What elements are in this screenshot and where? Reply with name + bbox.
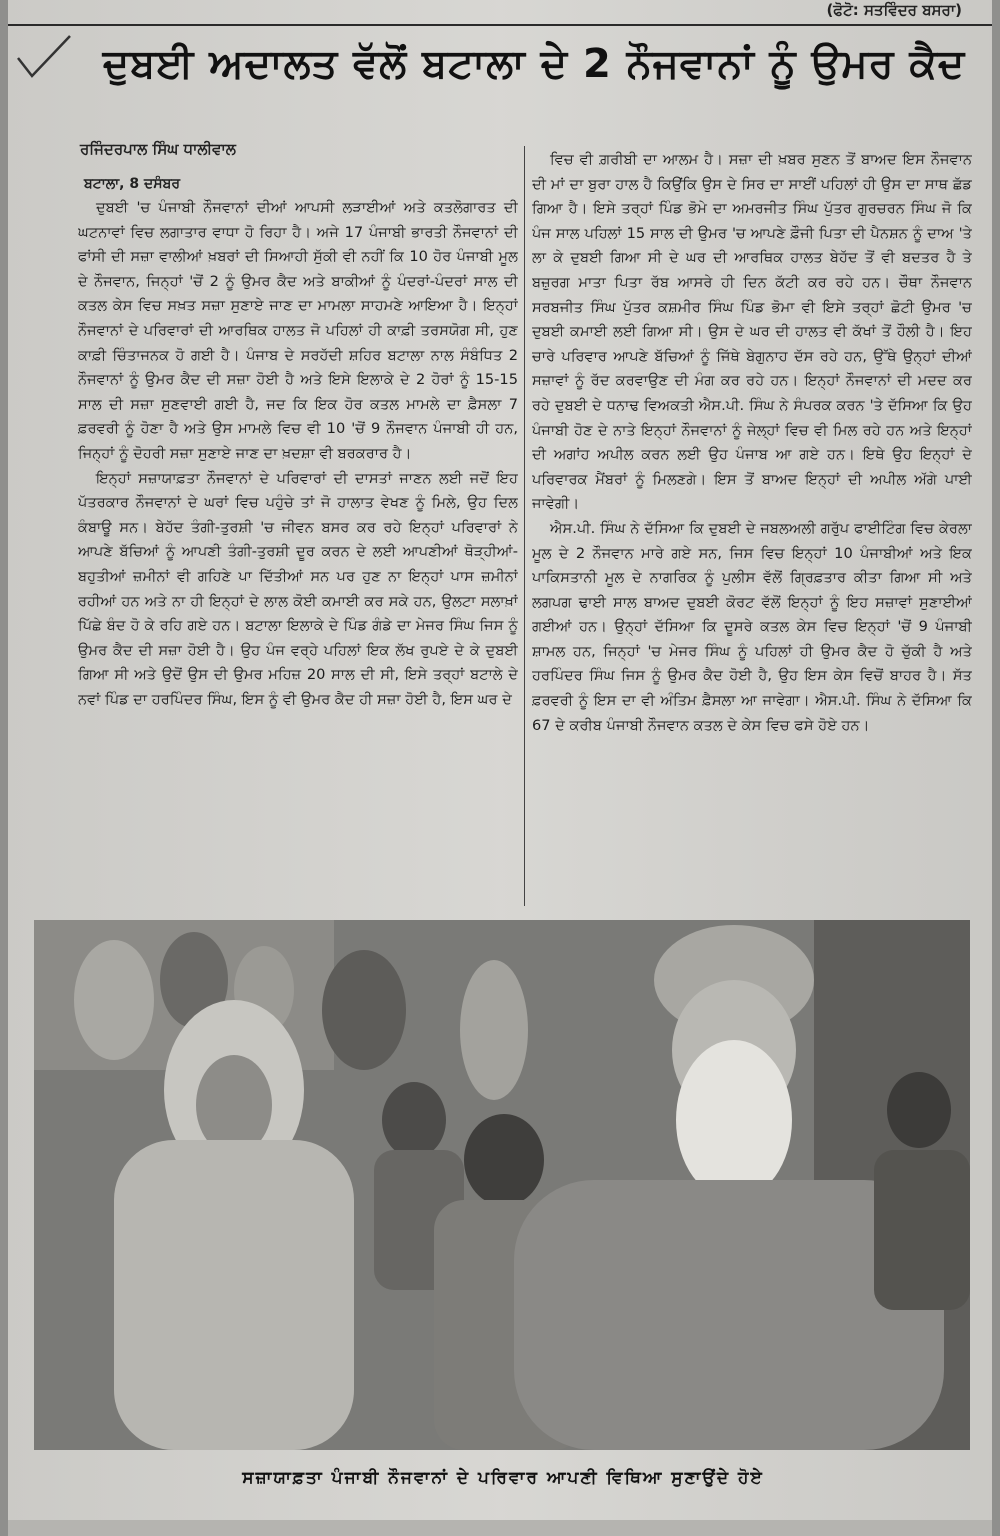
top-strip bbox=[8, 0, 992, 26]
article-column-1 bbox=[78, 196, 518, 910]
article-column-2 bbox=[532, 148, 972, 928]
family-photo bbox=[34, 920, 970, 1450]
photo-caption: ਸਜ਼ਾਯਾਫ਼ਤਾ ਪੰਜਾਬੀ ਨੌਜਵਾਨਾਂ ਦੇ ਪਰਿਵਾਰ ਆਪਣੀ ਵਿਥਿਆ ਸੁਣਾਉਂਦੇ ਹੋਏ bbox=[242, 1468, 764, 1488]
column-divider bbox=[524, 146, 525, 906]
check-mark-icon bbox=[14, 32, 74, 82]
family-photo-illustration bbox=[34, 920, 970, 1450]
column-2-paragraph: ਵਿਚ ਵੀ ਗ਼ਰੀਬੀ ਦਾ ਆਲਮ ਹੈ। ਸਜ਼ਾ ਦੀ ਖ਼ਬਰ ਸੁਣਨ ਤੋਂ ਬਾਅਦ ਇਸ ਨੌਜਵਾਨ ਦੀ ਮਾਂ ਦਾ ਬੁਰਾ ਹਾਲ ਹੈ ਕਿਉਂਕਿ ਉਸ ਦੇ ਸਿਰ ਦਾ ਸਾਈਂ ਪਹਿਲਾਂ ਹੀ ਉਸ ਦਾ ਸਾਥ ਛੱਡ ਗਿਆ ਹੈ। ਇਸੇ ਤਰ੍ਹਾਂ ਪਿੰਡ ਭੋਮੇ ਦਾ ਅਮਰਜੀਤ ਸਿੰਘ ਪੁੱਤਰ ਗੁਰਚਰਨ ਸਿੰਘ ਜੋ ਕਿ ਪੰਜ ਸਾਲ ਪਹਿਲਾਂ 15 ਸਾਲ ਦੀ ਉਮਰ 'ਚ ਆਪਣੇ ਫ਼ੌਜੀ ਪਿਤਾ ਦੀ ਪੈਨਸ਼ਨ ਨੂੰ ਦਾਅ 'ਤੇ ਲਾ ਕੇ ਦੁਬਈ ਗਿਆ ਸੀ ਦੇ ਘਰ ਦੀ ਆਰਥਿਕ ਹਾਲਤ ਬੇਹੱਦ ਤੋਂ ਵੀ ਬਦਤਰ ਹੈ ਤੇ ਬਜ਼ੁਰਗ ਮਾਤਾ ਪਿਤਾ ਰੱਬ ਆਸਰੇ ਹੀ ਦਿਨ ਕੱਟੀ ਕਰ ਰਹੇ ਹਨ। ਚੌਥਾ ਨੌਜਵਾਨ ਸਰਬਜੀਤ ਸਿੰਘ ਪੁੱਤਰ ਕਸ਼ਮੀਰ ਸਿੰਘ ਪਿੰਡ ਭੋਮਾ ਵੀ ਇਸੇ ਤਰ੍ਹਾਂ ਛੋਟੀ ਉਮਰ 'ਚ ਦੁਬਈ ਕਮਾਈ ਲਈ ਗਿਆ ਸੀ। ਉਸ ਦੇ ਘਰ ਦੀ ਹਾਲਤ ਵੀ ਕੱਖਾਂ ਤੋਂ ਹੌਲੀ ਹੈ। ਇਹ ਚਾਰੇ ਪਰਿਵਾਰ ਆਪਣੇ ਬੱਚਿਆਂ ਨੂੰ ਜਿੱਥੇ ਬੇਗੁਨਾਹ ਦੱਸ ਰਹੇ ਹਨ, ਉੱਥੇ ਉਨ੍ਹਾਂ ਦੀਆਂ ਸਜ਼ਾਵਾਂ ਨੂੰ ਰੱਦ ਕਰਵਾਉਣ ਦੀ ਮੰਗ ਕਰ ਰਹੇ ਹਨ। ਇਨ੍ਹਾਂ ਨੌਜਵਾਨਾਂ ਦੀ ਮਦਦ ਕਰ ਰਹੇ ਦੁਬਈ ਦੇ ਧਨਾਢ ਵਿਅਕਤੀ ਐਸ.ਪੀ. ਸਿੰਘ ਨੇ ਸੰਪਰਕ ਕਰਨ 'ਤੇ ਦੱਸਿਆ ਕਿ ਉਹ ਪੰਜਾਬੀ ਹੋਣ ਦੇ ਨਾਤੇ ਇਨ੍ਹਾਂ ਨੌਜਵਾਨਾਂ ਨੂੰ ਜੇਲ੍ਹਾਂ ਵਿਚ ਵੀ ਮਿਲ ਰਹੇ ਹਨ ਅਤੇ ਇਨ੍ਹਾਂ ਦੀ ਅਗਾਂਹ ਅਪੀਲ ਕਰਨ ਲਈ ਉਹ ਪੰਜਾਬ ਆ ਗਏ ਹਨ। ਇਥੇ ਉਹ ਇਨ੍ਹਾਂ ਦੇ ਪਰਿਵਾਰਕ ਮੈਂਬਰਾਂ ਨੂੰ ਮਿਲਣਗੇ। ਇਸ ਤੋਂ ਬਾਅਦ ਇਨ੍ਹਾਂ ਦੀ ਅਪੀਲ ਅੱਗੇ ਪਾਈ ਜਾਵੇਗੀ। bbox=[532, 151, 972, 513]
byline: ਰਜਿੰਦਰਪਾਲ ਸਿੰਘ ਧਾਲੀਵਾਲ bbox=[80, 140, 236, 158]
bottom-strip bbox=[8, 1520, 992, 1536]
column-2-paragraph: ਐਸ.ਪੀ. ਸਿੰਘ ਨੇ ਦੱਸਿਆ ਕਿ ਦੁਬਈ ਦੇ ਜਬਲਅਲੀ ਗਰੁੱਪ ਫਾਈਟਿੰਗ ਵਿਚ ਕੇਰਲਾ ਮੂਲ ਦੇ 2 ਨੌਜਵਾਨ ਮਾਰੇ ਗਏ ਸਨ, ਜਿਸ ਵਿਚ ਇਨ੍ਹਾਂ 10 ਪੰਜਾਬੀਆਂ ਅਤੇ ਇਕ ਪਾਕਿਸਤਾਨੀ ਮੂਲ ਦੇ ਨਾਗਰਿਕ ਨੂੰ ਪੁਲੀਸ ਵੱਲੋਂ ਗ੍ਰਿਫ਼ਤਾਰ ਕੀਤਾ ਗਿਆ ਸੀ ਅਤੇ ਲਗਪਗ ਢਾਈ ਸਾਲ ਬਾਅਦ ਦੁਬਈ ਕੋਰਟ ਵੱਲੋਂ ਇਨ੍ਹਾਂ ਨੂੰ ਇਹ ਸਜ਼ਾਵਾਂ ਸੁਣਾਈਆਂ ਗਈਆਂ ਹਨ। ਉਨ੍ਹਾਂ ਦੱਸਿਆ ਕਿ ਦੂਸਰੇ ਕਤਲ ਕੇਸ ਵਿਚ ਇਨ੍ਹਾਂ 'ਚੋਂ 9 ਪੰਜਾਬੀ ਸ਼ਾਮਲ ਹਨ, ਜਿਨ੍ਹਾਂ 'ਚ ਮੇਜਰ ਸਿੰਘ ਨੂੰ ਪਹਿਲਾਂ ਹੀ ਉਮਰ ਕੈਦ ਹੋ ਚੁੱਕੀ ਹੈ ਅਤੇ ਹਰਪਿੰਦਰ ਸਿੰਘ ਜਿਸ ਨੂੰ ਉਮਰ ਕੈਦ ਹੋਈ ਹੈ, ਉਹ ਇਸ ਕੇਸ ਵਿਚੋਂ ਬਾਹਰ ਹੈ। ਸੱਤ ਫ਼ਰਵਰੀ ਨੂੰ ਇਸ ਦਾ ਵੀ ਅੰਤਿਮ ਫ਼ੈਸਲਾ ਆ ਜਾਵੇਗਾ। ਐਸ.ਪੀ. ਸਿੰਘ ਨੇ ਦੱਸਿਆ ਕਿ 67 ਦੇ ਕਰੀਬ ਪੰਜਾਬੀ ਨੌਜਵਾਨ ਕਤਲ ਦੇ ਕੇਸ ਵਿਚ ਫਸੇ ਹੋਏ ਹਨ। bbox=[532, 519, 972, 734]
photo-credit: (ਫੋਟੋ: ਸਤਵਿੰਦਰ ਬਸਰਾ) bbox=[826, 1, 962, 19]
column-1-paragraph: ਇਨ੍ਹਾਂ ਸਜ਼ਾਯਾਫ਼ਤਾ ਨੌਜਵਾਨਾਂ ਦੇ ਪਰਿਵਾਰਾਂ ਦੀ ਦਾਸਤਾਂ ਜਾਣਨ ਲਈ ਜਦੋਂ ਇਹ ਪੱਤਰਕਾਰ ਨੌਜਵਾਨਾਂ ਦੇ ਘਰਾਂ ਵਿਚ ਪਹੁੰਚੇ ਤਾਂ ਜੋ ਹਾਲਾਤ ਵੇਖਣ ਨੂੰ ਮਿਲੇ, ਉਹ ਦਿਲ ਕੰਬਾਊ ਸਨ। ਬੇਹੱਦ ਤੰਗੀ-ਤੁਰਸ਼ੀ 'ਚ ਜੀਵਨ ਬਸਰ ਕਰ ਰਹੇ ਇਨ੍ਹਾਂ ਪਰਿਵਾਰਾਂ ਨੇ ਆਪਣੇ ਬੱਚਿਆਂ ਨੂੰ ਆਪਣੀ ਤੰਗੀ-ਤੁਰਸ਼ੀ ਦੂਰ ਕਰਨ ਦੇ ਲਈ ਆਪਣੀਆਂ ਥੋੜ੍ਹੀਆਂ-ਬਹੁਤੀਆਂ ਜ਼ਮੀਨਾਂ ਵੀ ਗਹਿਣੇ ਪਾ ਦਿੱਤੀਆਂ ਸਨ ਪਰ ਹੁਣ ਨਾ ਇਨ੍ਹਾਂ ਪਾਸ ਜ਼ਮੀਨਾਂ ਰਹੀਆਂ ਹਨ ਅਤੇ ਨਾ ਹੀ ਇਨ੍ਹਾਂ ਦੇ ਲਾਲ ਕੋਈ ਕਮਾਈ ਕਰ ਸਕੇ ਹਨ, ਉਲਟਾ ਸਲਾਖ਼ਾਂ ਪਿੱਛੇ ਬੰਦ ਹੋ ਕੇ ਰਹਿ ਗਏ ਹਨ। ਬਟਾਲਾ ਇਲਾਕੇ ਦੇ ਪਿੰਡ ਗੰਡੇ ਦਾ ਮੇਜਰ ਸਿੰਘ ਜਿਸ ਨੂੰ ਉਮਰ ਕੈਦ ਦੀ ਸਜ਼ਾ ਹੋਈ ਹੈ। ਉਹ ਪੰਜ ਵਰ੍ਹੇ ਪਹਿਲਾਂ ਇਕ ਲੱਖ ਰੁਪਏ ਦੇ ਕੇ ਦੁਬਈ ਗਿਆ ਸੀ ਅਤੇ ਉਦੋਂ ਉਸ ਦੀ ਉਮਰ ਮਹਿਜ਼ 20 ਸਾਲ ਦੀ ਸੀ, ਇਸੇ ਤਰ੍ਹਾਂ ਬਟਾਲੇ ਦੇ ਨਵਾਂ ਪਿੰਡ ਦਾ ਹਰਪਿੰਦਰ ਸਿੰਘ, ਇਸ ਨੂੰ ਵੀ ਉਮਰ ਕੈਦ ਹੀ ਸਜ਼ਾ ਹੋਈ ਹੈ, ਇਸ ਘਰ ਦੇ bbox=[78, 469, 518, 708]
dateline: ਬਟਾਲਾ, 8 ਦਸੰਬਰ bbox=[84, 176, 180, 192]
headline: ਦੁਬਈ ਅਦਾਲਤ ਵੱਲੋਂ ਬਟਾਲਾ ਦੇ 2 ਨੌਜਵਾਨਾਂ ਨੂੰ ਉਮਰ ਕੈਦ bbox=[102, 41, 966, 87]
column-1-paragraph: ਦੁਬਈ 'ਚ ਪੰਜਾਬੀ ਨੌਜਵਾਨਾਂ ਦੀਆਂ ਆਪਸੀ ਲੜਾਈਆਂ ਅਤੇ ਕਤਲੋਗਾਰਤ ਦੀ ਘਟਨਾਵਾਂ ਵਿਚ ਲਗਾਤਾਰ ਵਾਧਾ ਹੋ ਰਿਹਾ ਹੈ। ਅਜੇ 17 ਪੰਜਾਬੀ ਭਾਰਤੀ ਨੌਜਵਾਨਾਂ ਦੀ ਫਾਂਸੀ ਦੀ ਸਜ਼ਾ ਵਾਲੀਆਂ ਖ਼ਬਰਾਂ ਦੀ ਸਿਆਹੀ ਸੁੱਕੀ ਵੀ ਨਹੀਂ ਕਿ 10 ਹੋਰ ਪੰਜਾਬੀ ਮੂਲ ਦੇ ਨੌਜਵਾਨ, ਜਿਨ੍ਹਾਂ 'ਚੋਂ 2 ਨੂੰ ਉਮਰ ਕੈਦ ਅਤੇ ਬਾਕੀਆਂ ਨੂੰ ਪੰਦਰਾਂ-ਪੰਦਰਾਂ ਸਾਲ ਦੀ ਕਤਲ ਕੇਸ ਵਿਚ ਸਖ਼ਤ ਸਜ਼ਾ ਸੁਣਾਏ ਜਾਣ ਦਾ ਮਾਮਲਾ ਸਾਹਮਣੇ ਆਇਆ ਹੈ। ਇਨ੍ਹਾਂ ਨੌਜਵਾਨਾਂ ਦੇ ਪਰਿਵਾਰਾਂ ਦੀ ਆਰਥਿਕ ਹਾਲਤ ਜੋ ਪਹਿਲਾਂ ਹੀ ਕਾਫ਼ੀ ਤਰਸਯੋਗ ਸੀ, ਹੁਣ ਕਾਫ਼ੀ ਚਿੰਤਾਜਨਕ ਹੋ ਗਈ ਹੈ। ਪੰਜਾਬ ਦੇ ਸਰਹੱਦੀ ਸ਼ਹਿਰ ਬਟਾਲਾ ਨਾਲ ਸੰਬੰਧਿਤ 2 ਨੌਜਵਾਨਾਂ ਨੂੰ ਉਮਰ ਕੈਦ ਦੀ ਸਜ਼ਾ ਹੋਈ ਹੈ ਅਤੇ ਇਸੇ ਇਲਾਕੇ ਦੇ 2 ਹੋਰਾਂ ਨੂੰ 15-15 ਸਾਲ ਦੀ ਸਜ਼ਾ ਸੁਣਵਾਈ ਗਈ ਹੈ, ਜਦ ਕਿ ਇਕ ਹੋਰ ਕਤਲ ਮਾਮਲੇ ਦਾ ਫ਼ੈਸਲਾ 7 ਫ਼ਰਵਰੀ ਨੂੰ ਹੋਣਾ ਹੈ ਅਤੇ ਉਸ ਮਾਮਲੇ ਵਿਚ ਵੀ 10 'ਚੋਂ 9 ਨੌਜਵਾਨ ਪੰਜਾਬੀ ਹੀ ਹਨ, ਜਿਨ੍ਹਾਂ ਨੂੰ ਦੋਹਰੀ ਸਜ਼ਾ ਸੁਣਾਏ ਜਾਣ ਦਾ ਖ਼ਦਸ਼ਾ ਵੀ ਬਰਕਰਾਰ ਹੈ। bbox=[78, 199, 518, 462]
